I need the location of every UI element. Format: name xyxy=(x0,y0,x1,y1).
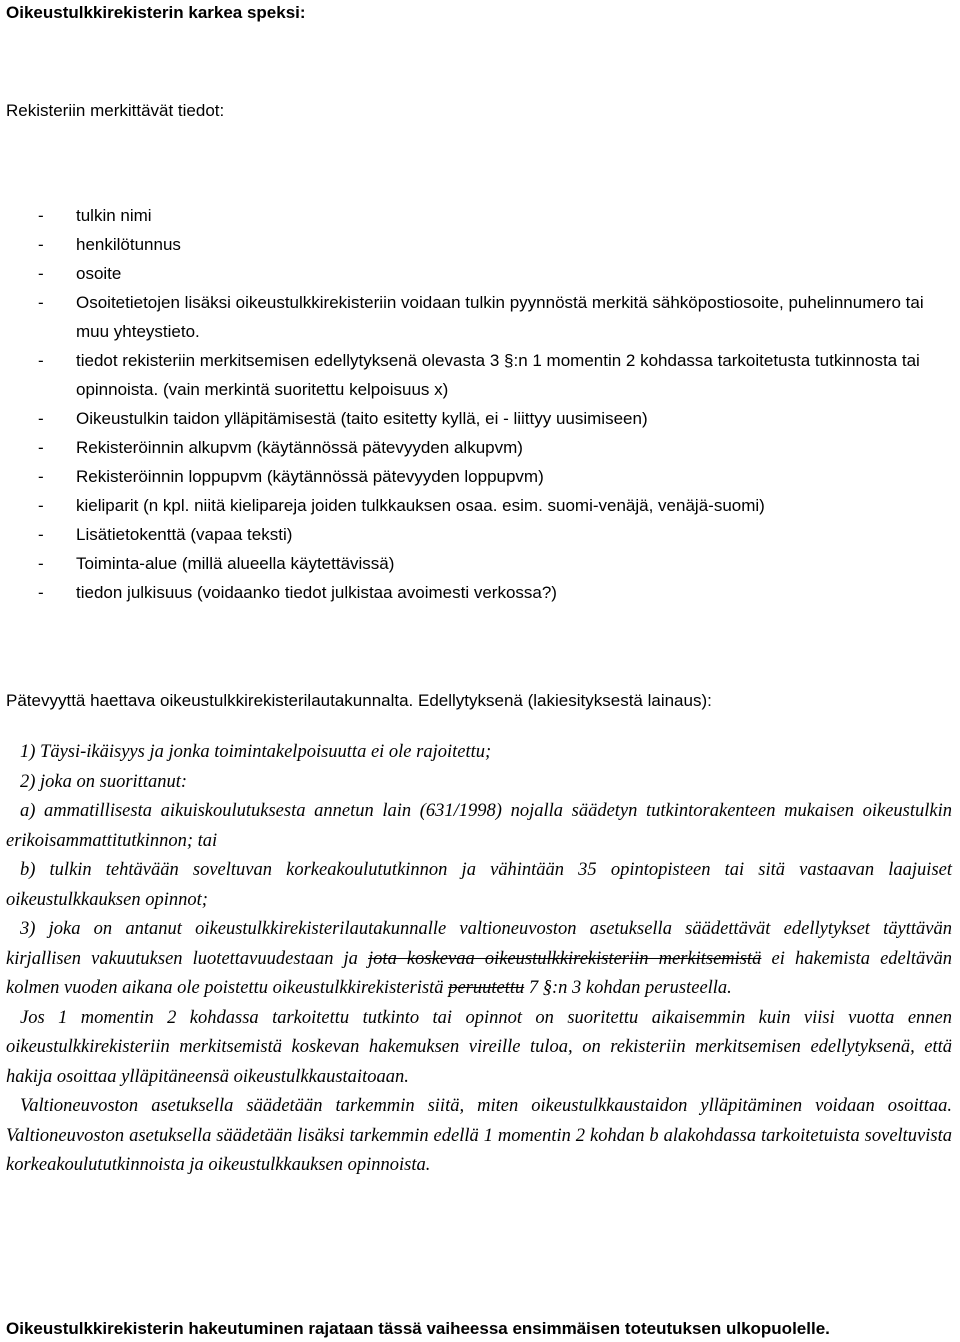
list-item: - Oikeustulkin taidon ylläpitämisestä (taito esitetty kyllä, ei - liittyy uusimiseen) xyxy=(0,404,955,433)
requirements-intro: Pätevyyttä haettava oikeustulkkirekisterilautakunnalta. Edellytyksenä (lakiesityksestä lainaus): xyxy=(6,691,712,710)
legal-paragraph: b) tulkin tehtävään soveltuvan korkeakoulututkinnon ja vähintään 35 opintopisteen tai sitä vastaavan laajuiset oikeustulkkauksen opinnot; xyxy=(6,860,952,910)
field-list xyxy=(0,201,955,607)
legal-paragraph: 2) joka on suorittanut: xyxy=(20,771,188,792)
legal-paragraph: a) ammatillisesta aikuiskoulutuksesta annetun lain (631/1998) nojalla säädetyn tutkintorakenteen mukaisen oikeustulkin erikoisammattitutkinnon; tai xyxy=(6,801,952,851)
list-item: - Toiminta-alue (millä alueella käytettävissä) xyxy=(0,549,955,578)
legal-paragraph xyxy=(6,915,952,1004)
document-title: Oikeustulkkirekisterin karkea speksi: xyxy=(6,3,306,22)
list-item: - kieliparit (n kpl. niitä kielipareja joiden tulkkauksen osaa. esim. suomi-venäjä, venäjä-suomi) xyxy=(0,491,955,520)
legal-paragraph: Jos 1 momentin 2 kohdassa tarkoitettu tutkinto tai opinnot on suoritettu aikaisemmin kuin viisi vuotta ennen oikeustulkkirekisteriin merkitsemistä koskevan hakemuksen vireille tuloa, on rekisteriin merkitsemisen edellytyksenä, että hakija osoittaa ylläpitäneensä oikeustulkkaustaitoaan. xyxy=(6,1007,952,1087)
list-item: - osoite xyxy=(0,259,955,288)
legal-paragraph: 1) Täysi-ikäisyys ja jonka toimintakelpoisuutta ei ole rajoitettu; xyxy=(20,742,492,762)
list-item: - tiedot rekisteriin merkitsemisen edellytyksenä olevasta 3 §:n 1 momentin 2 kohdassa tarkoitetusta tutkinnosta tai opinnoista. (vain merkintä suoritettu kelpoisuus x) xyxy=(0,346,955,404)
list-item: - tiedon julkisuus (voidaanko tiedot julkistaa avoimesti verkossa?) xyxy=(0,578,955,607)
list-item: - Lisätietokenttä (vapaa teksti) xyxy=(0,520,955,549)
legal-quote xyxy=(6,738,952,1181)
list-item: - Osoitetietojen lisäksi oikeustulkkirekisteriin voidaan tulkin pyynnöstä merkitä sähköpostiosoite, puhelinnumero tai muu yhteystieto. xyxy=(0,288,955,346)
legal-paragraph: Valtioneuvoston asetuksella säädetään tarkemmin siitä, miten oikeustulkkaustaidon ylläpitäminen voidaan osoittaa. Valtioneuvoston asetuksella säädetään lisäksi tarkemmin edellä 1 momentin 2 kohdan b alakohdassa tarkoitetuista soveltuvista korkeakoulututkinnoista ja oikeustulkkauksen opinnoista. xyxy=(6,1096,952,1175)
legal-text: 3) joka on antanut oikeustulkkirekisterilautakunnalle valtioneuvoston asetuksella säädettävät edellytykset täyttävän kirjallisen vakuutuksen luotettavuudestaan ja xyxy=(6,919,952,969)
list-item: - tulkin nimi xyxy=(0,201,955,230)
legal-text: ei hakemista edeltävän kolmen vuoden aikana ole poistettu oikeustulkkirekisteristä xyxy=(6,948,952,998)
list-item: - Rekisteröinnin loppupvm (käytännössä pätevyyden loppupvm) xyxy=(0,462,955,491)
list-item: - henkilötunnus xyxy=(0,230,955,259)
footer-note: Oikeustulkkirekisterin hakeutuminen rajataan tässä vaiheessa ensimmäisen toteutuksen ulkopuolelle. xyxy=(6,1319,830,1338)
list-item: - Rekisteröinnin alkupvm (käytännössä pätevyyden alkupvm) xyxy=(0,433,955,462)
legal-text: 7 §:n 3 kohdan perusteella. xyxy=(528,978,732,998)
section-heading: Rekisteriin merkittävät tiedot: xyxy=(6,101,225,120)
struck-text: peruutettu xyxy=(448,978,525,998)
struck-text: jota koskevaa oikeustulkkirekisteriin merkitsemistä xyxy=(368,948,762,969)
